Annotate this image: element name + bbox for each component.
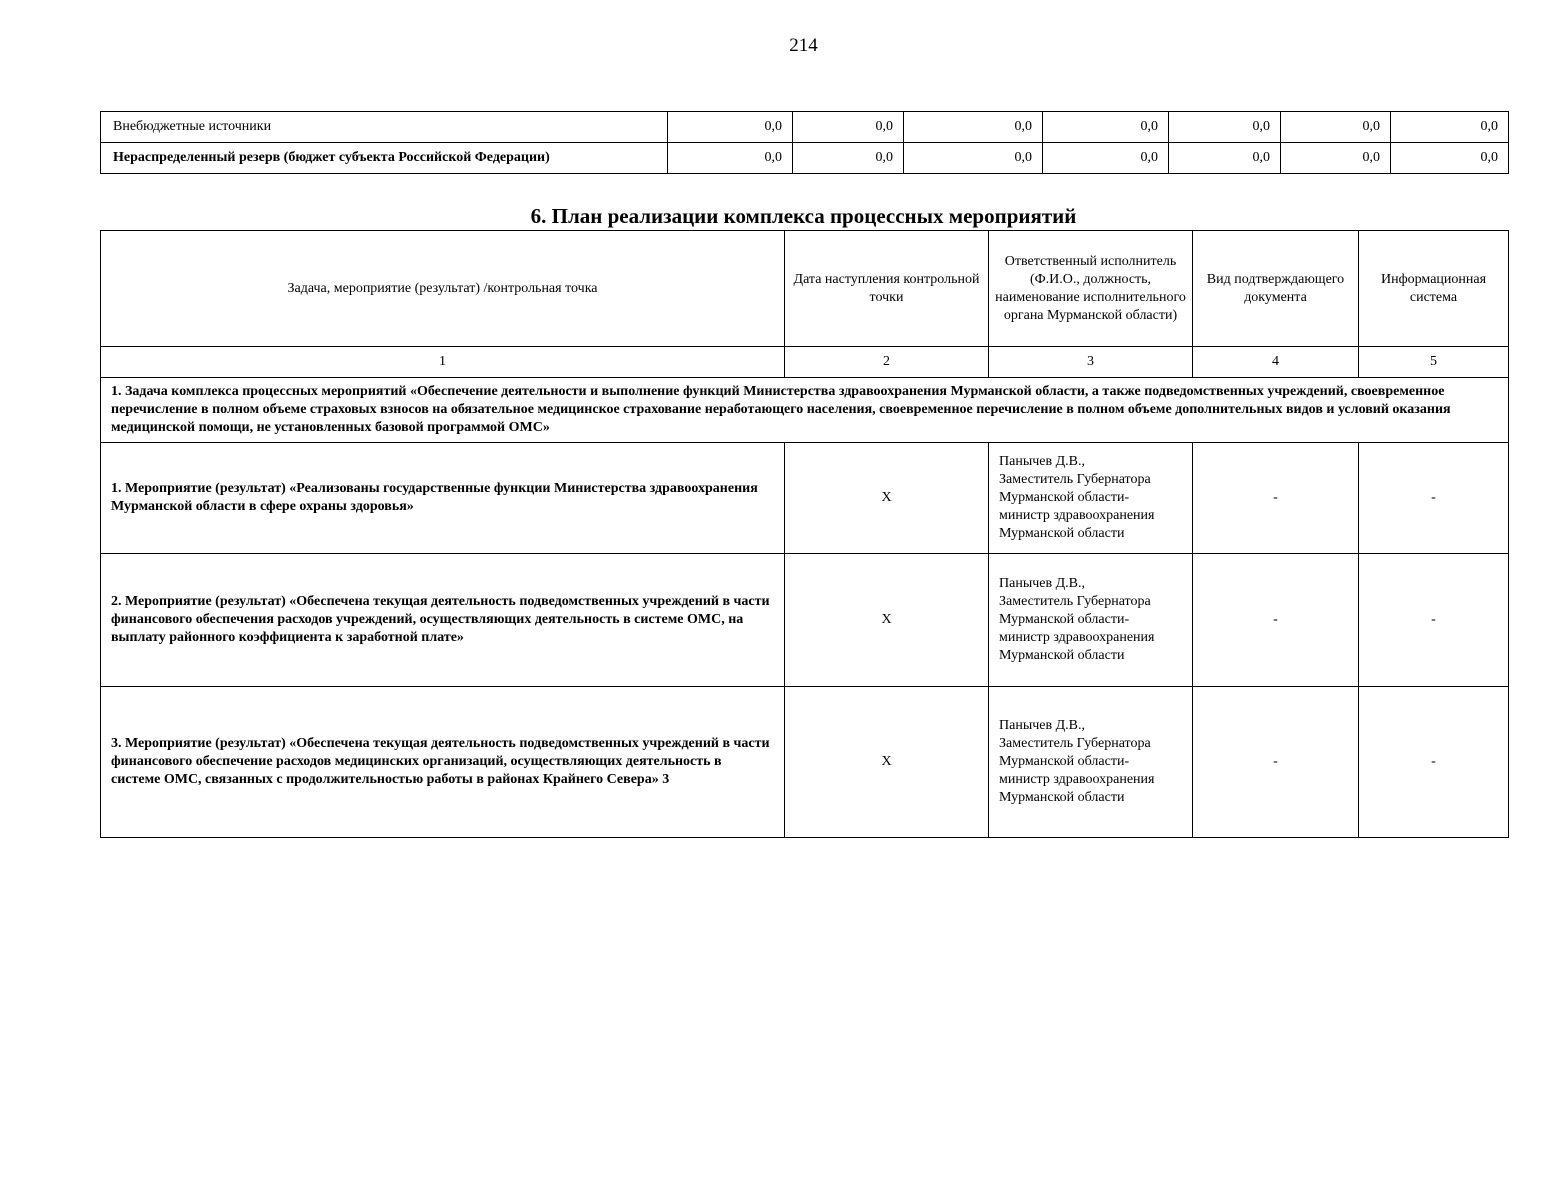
column-number: 5 bbox=[1359, 347, 1509, 378]
column-numbers-row bbox=[101, 347, 1509, 378]
header-responsible: Ответственный исполнитель (Ф.И.О., должность, наименование исполнительного органа Мурманской области) bbox=[989, 231, 1193, 347]
funding-table bbox=[100, 111, 1509, 174]
funding-value: 0,0 bbox=[793, 112, 904, 143]
funding-value: 0,0 bbox=[668, 112, 793, 143]
activity-responsible: Панычев Д.В., Заместитель Губернатора Мурманской области- министр здравоохранения Мурманской области bbox=[989, 443, 1193, 554]
activity-document: - bbox=[1193, 687, 1359, 838]
activity-system: - bbox=[1359, 687, 1509, 838]
activity-date: X bbox=[785, 687, 989, 838]
table-row bbox=[101, 687, 1509, 838]
funding-row-label: Внебюджетные источники bbox=[101, 112, 668, 143]
header-date: Дата наступления контрольной точки bbox=[785, 231, 989, 347]
activity-responsible: Панычев Д.В., Заместитель Губернатора Мурманской области- министр здравоохранения Мурманской области bbox=[989, 554, 1193, 687]
column-number: 2 bbox=[785, 347, 989, 378]
column-number: 4 bbox=[1193, 347, 1359, 378]
table-row bbox=[101, 554, 1509, 687]
funding-value: 0,0 bbox=[793, 143, 904, 174]
activity-responsible: Панычев Д.В., Заместитель Губернатора Мурманской области- министр здравоохранения Мурманской области bbox=[989, 687, 1193, 838]
header-task: Задача, мероприятие (результат) /контрольная точка bbox=[101, 231, 785, 347]
funding-row-reserve bbox=[101, 143, 1509, 174]
activity-description: 1. Мероприятие (результат) «Реализованы государственные функции Министерства здравоохранения Мурманской области в сфере охраны здоровья» bbox=[101, 443, 785, 554]
plan-header-row bbox=[101, 231, 1509, 347]
funding-row-offbudget bbox=[101, 112, 1509, 143]
section-title: 6. План реализации комплекса процессных мероприятий bbox=[530, 204, 1077, 228]
funding-value: 0,0 bbox=[904, 143, 1043, 174]
page-number: 214 bbox=[789, 35, 818, 56]
header-system: Информационная система bbox=[1359, 231, 1509, 347]
funding-row-label: Нераспределенный резерв (бюджет субъекта Российской Федерации) bbox=[101, 143, 668, 174]
activity-document: - bbox=[1193, 554, 1359, 687]
header-document: Вид подтверждающего документа bbox=[1193, 231, 1359, 347]
task-row bbox=[101, 378, 1509, 443]
plan-table bbox=[100, 230, 1509, 838]
funding-value: 0,0 bbox=[1169, 143, 1281, 174]
task-text: 1. Задача комплекса процессных мероприятий «Обеспечение деятельности и выполнение функций Министерства здравоохранения Мурманской области, а также подведомственных учреждений, своевременное перечисление в полном объеме страховых взносов на обязательное медицинское страхование неработающего населения, своевременное перечисление в полном объеме дополнительных видов и условий оказания медицинской помощи, не установленных базовой программой ОМС» bbox=[101, 378, 1509, 443]
activity-date: X bbox=[785, 554, 989, 687]
funding-value: 0,0 bbox=[1169, 112, 1281, 143]
column-number: 1 bbox=[101, 347, 785, 378]
funding-value: 0,0 bbox=[1391, 112, 1509, 143]
table-row bbox=[101, 443, 1509, 554]
activity-date: X bbox=[785, 443, 989, 554]
funding-value: 0,0 bbox=[1043, 143, 1169, 174]
funding-value: 0,0 bbox=[1281, 143, 1391, 174]
funding-value: 0,0 bbox=[904, 112, 1043, 143]
funding-value: 0,0 bbox=[1281, 112, 1391, 143]
activity-description: 2. Мероприятие (результат) «Обеспечена текущая деятельность подведомственных учреждений в части финансового обеспечения расходов учреждений, осуществляющих деятельность в системе ОМС, на выплату районного коэффициента к заработной плате» bbox=[101, 554, 785, 687]
activity-document: - bbox=[1193, 443, 1359, 554]
funding-value: 0,0 bbox=[1043, 112, 1169, 143]
funding-value: 0,0 bbox=[668, 143, 793, 174]
activity-system: - bbox=[1359, 554, 1509, 687]
activity-description: 3. Мероприятие (результат) «Обеспечена текущая деятельность подведомственных учреждений в части финансового обеспечение расходов медицинских организаций, осуществляющих деятельность в системе ОМС, связанных с продолжительностью работы в районах Крайнего Севера» 3 bbox=[101, 687, 785, 838]
column-number: 3 bbox=[989, 347, 1193, 378]
activity-system: - bbox=[1359, 443, 1509, 554]
funding-value: 0,0 bbox=[1391, 143, 1509, 174]
